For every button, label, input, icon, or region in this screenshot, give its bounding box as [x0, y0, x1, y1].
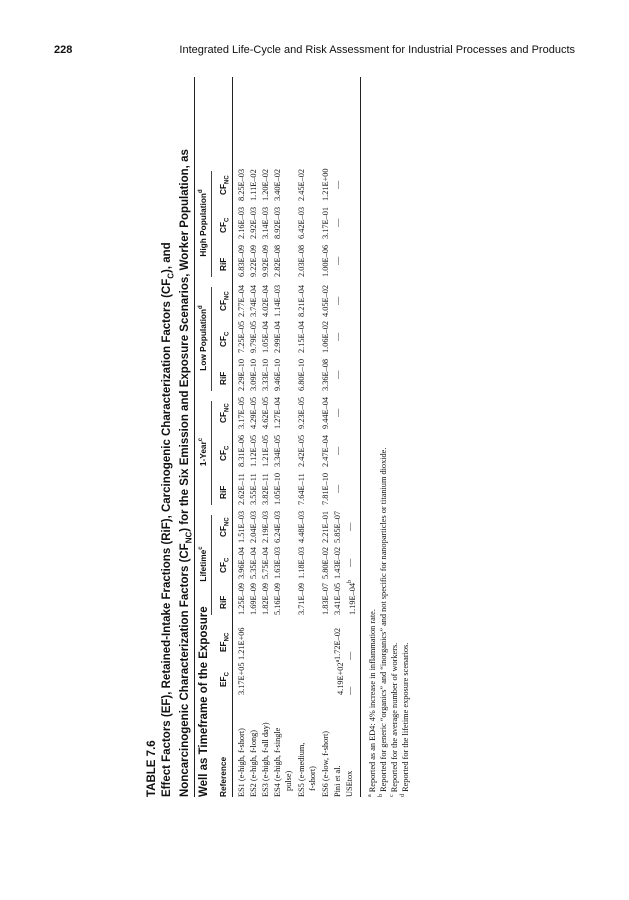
table-cell: 1.11E–02 — [249, 169, 258, 201]
subscript: NC — [224, 517, 231, 526]
footnote — [389, 643, 399, 797]
cell-efnc: 1.21E+06 — [237, 627, 246, 660]
table-cell: 2.21E–01 — [321, 510, 330, 543]
row-reference: ES3 (e-high, f-all day) — [261, 722, 270, 797]
table-cell: 7.25E–05 — [237, 320, 246, 353]
table-cell: 9.23E–05 — [297, 396, 306, 429]
subscript: NC — [224, 632, 231, 642]
table-cell: 3.17E–01 — [321, 206, 330, 239]
table-cell: 2.45E–02 — [297, 168, 306, 201]
table-cell: 8.92E–03 — [273, 206, 282, 239]
group-rule — [211, 287, 212, 391]
col-header-rif: RiF — [218, 595, 228, 609]
table-cell: 1.05E–10 — [273, 472, 282, 505]
table-cell: 9.22E–09 — [249, 244, 258, 277]
table-cell: 6.24E–03 — [273, 510, 282, 543]
table-cell: 3.74E–04 — [249, 284, 258, 317]
table-cell: 6.42E–03 — [297, 206, 306, 239]
table-cell: 2.99E–04 — [273, 320, 282, 353]
table-cell: 3.33E–10 — [261, 358, 270, 391]
row-reference: USEtox — [345, 770, 354, 797]
table-cell: 5.35E–04 — [249, 546, 258, 579]
table-cell: 2.16E–03 — [237, 206, 246, 239]
table-label: TABLE 7.6 — [146, 740, 158, 797]
cell-efc: — — [345, 686, 354, 695]
caption-part: ), and Noncarcinogenic Characterization — [161, 242, 192, 797]
table-cell: 3.82E–11 — [261, 473, 270, 505]
group-header: High Population$^d$ — [198, 189, 208, 257]
table-cell: 2.62E–11 — [237, 473, 246, 505]
subscript: C — [224, 331, 231, 336]
footnote-mark: b — [378, 794, 384, 797]
row-reference: ES1 (e-high, f-short) — [237, 728, 246, 797]
table-cell: — — [333, 408, 342, 417]
group-header: 1-Year$^c$ — [198, 437, 208, 467]
table-cell: 5.16E–09 — [273, 582, 282, 615]
row-reference: ES5 (e-medium, — [297, 742, 306, 797]
footnote-mark: a — [367, 794, 373, 797]
footnote-text: Reported for generic “organics” and “inorganics” and not specific for nanoparticles or titanium dioxide. — [378, 447, 388, 794]
table-rule — [360, 77, 361, 797]
footnote-mark: b — [347, 579, 353, 583]
col-header-cfnc: $CF_{NC}$ — [218, 175, 231, 195]
cell-efc: $4.19E+02^a$ — [335, 659, 345, 695]
cell-efnc: 1.72E–02 — [333, 627, 342, 660]
table-cell: 3.09E–10 — [249, 358, 258, 391]
table-cell: — — [333, 446, 342, 455]
table-cell: 4.48E–03 — [297, 510, 306, 543]
table-cell: 3.96E–04 — [237, 546, 246, 579]
table-cell: 1.51E–03 — [237, 510, 246, 543]
table-cell: 1.25E–09 — [237, 582, 246, 615]
group-rule — [211, 515, 212, 615]
table-cell: 1.43E–02 — [333, 546, 342, 579]
col-header-cfnc: $CF_{NC}$ — [218, 291, 231, 311]
table-cell: 6.80E–10 — [297, 358, 306, 391]
table-cell: 1.12E–05 — [249, 434, 258, 467]
table-cell: 3.14E–03 — [261, 206, 270, 239]
col-header-cfc: $CF_C$ — [218, 557, 231, 573]
subscript: NC — [224, 175, 231, 184]
table-cell: 1.18E–03 — [297, 546, 306, 579]
table-cell: 2.42E–05 — [297, 434, 306, 467]
subscript: NC — [224, 403, 231, 412]
table-cell: 1.20E–02 — [261, 168, 270, 201]
table-cell: 4.05E–02 — [321, 284, 330, 317]
footnote-text: Reported for the lifetime exposure scenarios. — [400, 642, 410, 794]
cell-efnc: — — [345, 651, 354, 660]
subscript: NC — [224, 291, 231, 300]
table-cell: 2.92E–03 — [249, 206, 258, 239]
subscript: C — [224, 557, 231, 562]
table-cell: 2.04E–03 — [249, 510, 258, 543]
caption-part: ) for the Six Emission and Exposure Scenarios, Worker Population, as Well as Timeframe of the Exposure — [179, 149, 210, 797]
table-cell: — — [333, 256, 342, 265]
table-cell: 2.03E–08 — [297, 244, 306, 277]
table-cell: 8.31E–06 — [237, 434, 246, 467]
table-cell: 1.19E–04$^b$ — [347, 579, 357, 615]
table-cell: 5.80E–02 — [321, 546, 330, 579]
footnote — [367, 609, 377, 797]
cell-efc: 3.17E+05 — [237, 662, 246, 695]
col-header-reference: Reference — [218, 756, 228, 797]
footnote-mark: a — [335, 659, 341, 663]
footnote-mark: c — [198, 546, 205, 550]
table-cell: 7.64E–11 — [297, 473, 306, 505]
table-cell: — — [333, 218, 342, 227]
table-cell: 4.29E–05 — [249, 396, 258, 429]
table-cell: — — [333, 332, 342, 341]
group-header: Lifetime$^c$ — [198, 546, 208, 582]
row-reference: ES4 (e-high, f-single — [273, 727, 282, 797]
col-header-rif: RiF — [218, 257, 228, 271]
subscript: C — [224, 445, 231, 450]
table-cell: — — [333, 296, 342, 305]
table-rule — [232, 77, 233, 797]
subscript: C — [224, 672, 231, 677]
table-cell: 3.40E–02 — [273, 168, 282, 201]
caption-sub: C — [166, 272, 176, 279]
row-reference: ES6 (e-low, f-short) — [321, 730, 330, 797]
table-cell: 1.21E+00 — [321, 168, 330, 201]
caption-sub: NC — [184, 531, 194, 544]
col-header-rif: RiF — [218, 371, 228, 385]
row-reference: Pini et al. — [333, 765, 342, 797]
table-cell: 1.14E–03 — [273, 284, 282, 317]
table-cell: 1.63E–03 — [273, 546, 282, 579]
footnote — [400, 643, 410, 797]
table-cell: 5.85E–07 — [333, 510, 342, 543]
row-reference: ES2 (e-high, f-long) — [249, 729, 258, 797]
table-cell: 3.71E–09 — [297, 582, 306, 615]
table-cell: 5.75E–04 — [261, 546, 270, 579]
rotated-table-block — [146, 77, 626, 797]
table-cell: 2.29E–10 — [237, 358, 246, 391]
table-cell: 8.25E–03 — [237, 168, 246, 201]
table-cell: — — [333, 370, 342, 379]
table-cell: 1.82E–09 — [261, 582, 270, 615]
table-cell: 4.62E–05 — [261, 396, 270, 429]
table-rule — [194, 77, 195, 797]
table-cell: 9.46E–10 — [273, 358, 282, 391]
group-header: Low Population$^d$ — [198, 305, 208, 371]
table-cell: 2.77E–04 — [237, 284, 246, 317]
table-cell: 3.55E–11 — [249, 473, 258, 505]
group-rule — [211, 171, 212, 277]
table-cell: — — [345, 522, 354, 531]
page-header — [54, 44, 575, 58]
table-cell: 9.92E–09 — [261, 244, 270, 277]
table-cell: 2.82E–08 — [273, 244, 282, 277]
table-cell: 2.15E–04 — [297, 320, 306, 353]
table-cell: 7.81E–10 — [321, 472, 330, 505]
table-cell: 3.36E–08 — [321, 358, 330, 391]
footnote-mark: c — [198, 437, 205, 442]
caption-part: Effect Factors (EF), Retained-Intake Fractions (RiF), Carcinogenic Characterization Factors (CF — [161, 278, 173, 797]
footnote — [378, 448, 388, 797]
col-header-cfnc: $CF_{NC}$ — [218, 517, 231, 537]
page-number: 228 — [54, 44, 73, 56]
table-cell: 9.44E–04 — [321, 396, 330, 429]
footnote-mark: d — [198, 189, 205, 194]
footnote-text: Reported for the average number of workers. — [389, 642, 399, 795]
col-header-cfc: $CF_C$ — [218, 331, 231, 347]
table-cell: 4.02E–04 — [261, 284, 270, 317]
table-cell: 1.00E–06 — [321, 244, 330, 277]
table-cell: 2.47E–04 — [321, 434, 330, 467]
footnote-mark: d — [400, 794, 406, 797]
table-cell: 1.27E–04 — [273, 396, 282, 429]
table-cell: 1.21E–05 — [261, 434, 270, 467]
footnote-mark: d — [198, 305, 205, 309]
table-cell: 6.83E–09 — [237, 244, 246, 277]
table-cell: — — [333, 180, 342, 189]
table-cell: 2.19E–03 — [261, 510, 270, 543]
table-cell: 1.83E–07 — [321, 582, 330, 615]
table-cell: 8.21E–04 — [297, 284, 306, 317]
row-reference-cont: f-short) — [308, 766, 317, 791]
running-head: Integrated Life-Cycle and Risk Assessment for Industrial Processes and Products — [179, 44, 575, 56]
col-header-cfc: $CF_C$ — [218, 445, 231, 461]
col-header-cfc: $CF_C$ — [218, 217, 231, 233]
table-cell: 1.69E–09 — [249, 582, 258, 615]
subscript: C — [224, 217, 231, 222]
col-header-rif: RiF — [218, 485, 228, 499]
table-cell: 9.79E–05 — [249, 320, 258, 353]
col-header-efc: $EF_C$ — [218, 672, 231, 687]
col-header-cfnc: $CF_{NC}$ — [218, 403, 231, 423]
table-cell: 1.06E–02 — [321, 320, 330, 353]
row-reference-cont: pulse) — [284, 770, 293, 791]
table-cell: — — [333, 484, 342, 493]
table-cell: 3.17E–05 — [237, 396, 246, 429]
group-rule — [211, 401, 212, 505]
footnote-text: Reported as an ED4: 4% increase in inflammation rate. — [367, 609, 377, 795]
table-cell: — — [345, 558, 354, 567]
caption-part: Factors (CF — [179, 543, 192, 608]
col-header-efnc: $EF_{NC}$ — [218, 632, 231, 652]
table-cell: 3.41E–05 — [333, 582, 342, 615]
footnote-mark: c — [389, 794, 395, 797]
table-cell: 3.34E–05 — [273, 434, 282, 467]
table-cell: 1.05E–04 — [261, 320, 270, 353]
